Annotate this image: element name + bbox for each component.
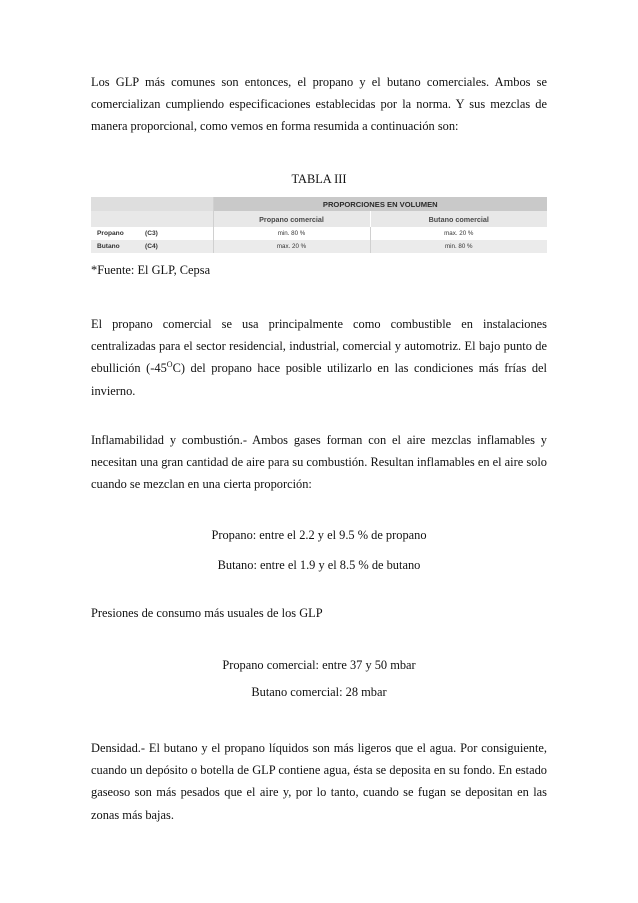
table-header-row xyxy=(91,197,547,211)
table-row xyxy=(91,227,547,240)
table-cell: max. 20 % xyxy=(213,240,370,253)
table-cell: max. 20 % xyxy=(370,227,547,240)
proportions-table xyxy=(91,197,547,253)
table-header: PROPORCIONES EN VOLUMEN xyxy=(213,197,547,211)
row-code: (C3) xyxy=(145,230,158,237)
table-source: *Fuente: El GLP, Cepsa xyxy=(91,263,211,277)
row-code: (C4) xyxy=(145,243,158,250)
butano-pressure: Butano comercial: 28 mbar xyxy=(251,685,387,699)
row-name: Propano xyxy=(97,230,124,237)
intro-paragraph: Los GLP más comunes son entonces, el propano y el butano comerciales. Ambos se comercializan cumpliendo especificaciones establecidas por la norma. Y sus mezclas de manera proporcional, como vemos en forma resumida a continuación son: xyxy=(91,75,547,134)
inflamabilidad-paragraph: Inflamabilidad y combustión.- Ambos gases forman con el aire mezclas inflamables y necesitan una gran cantidad de aire para su combustión. Resultan inflamables en el aire solo cuando se mezclan en una cierta proporción: xyxy=(91,433,547,492)
propano-limit: Propano: entre el 2.2 y el 9.5 % de propano xyxy=(211,528,427,542)
table-caption: TABLA III xyxy=(291,172,347,186)
column-header-butano: Butano comercial xyxy=(370,211,547,227)
presiones-heading: Presiones de consumo más usuales de los GLP xyxy=(91,606,323,620)
propano-pressure: Propano comercial: entre 37 y 50 mbar xyxy=(222,658,416,672)
row-name: Butano xyxy=(97,243,120,250)
propano-use-paragraph: El propano comercial se usa principalmente como combustible en instalaciones centralizadas para el sector residencial, industrial, comercial y automotriz. El bajo punto de ebullición $(-45^OC)$ del propano hace posible utilizarlo en las condiciones más frías del invierno. xyxy=(91,317,547,398)
table-subheader-row xyxy=(91,211,547,227)
butano-limit: Butano: entre el 1.9 y el 8.5 % de butano xyxy=(217,558,421,572)
column-header-propano: Propano comercial xyxy=(213,211,370,227)
table-cell: min. 80 % xyxy=(213,227,370,240)
table-cell: min. 80 % xyxy=(370,240,547,253)
densidad-paragraph: Densidad.- El butano y el propano líquidos son más ligeros que el agua. Por consiguiente, cuando un depósito o botella de GLP contiene agua, ésta se deposita en su fondo. En estado gaseoso son más pesados que el aire y, por lo tanto, cuando se fugan se depositan en las zonas más bajas. xyxy=(91,741,547,822)
table-row xyxy=(91,240,547,253)
